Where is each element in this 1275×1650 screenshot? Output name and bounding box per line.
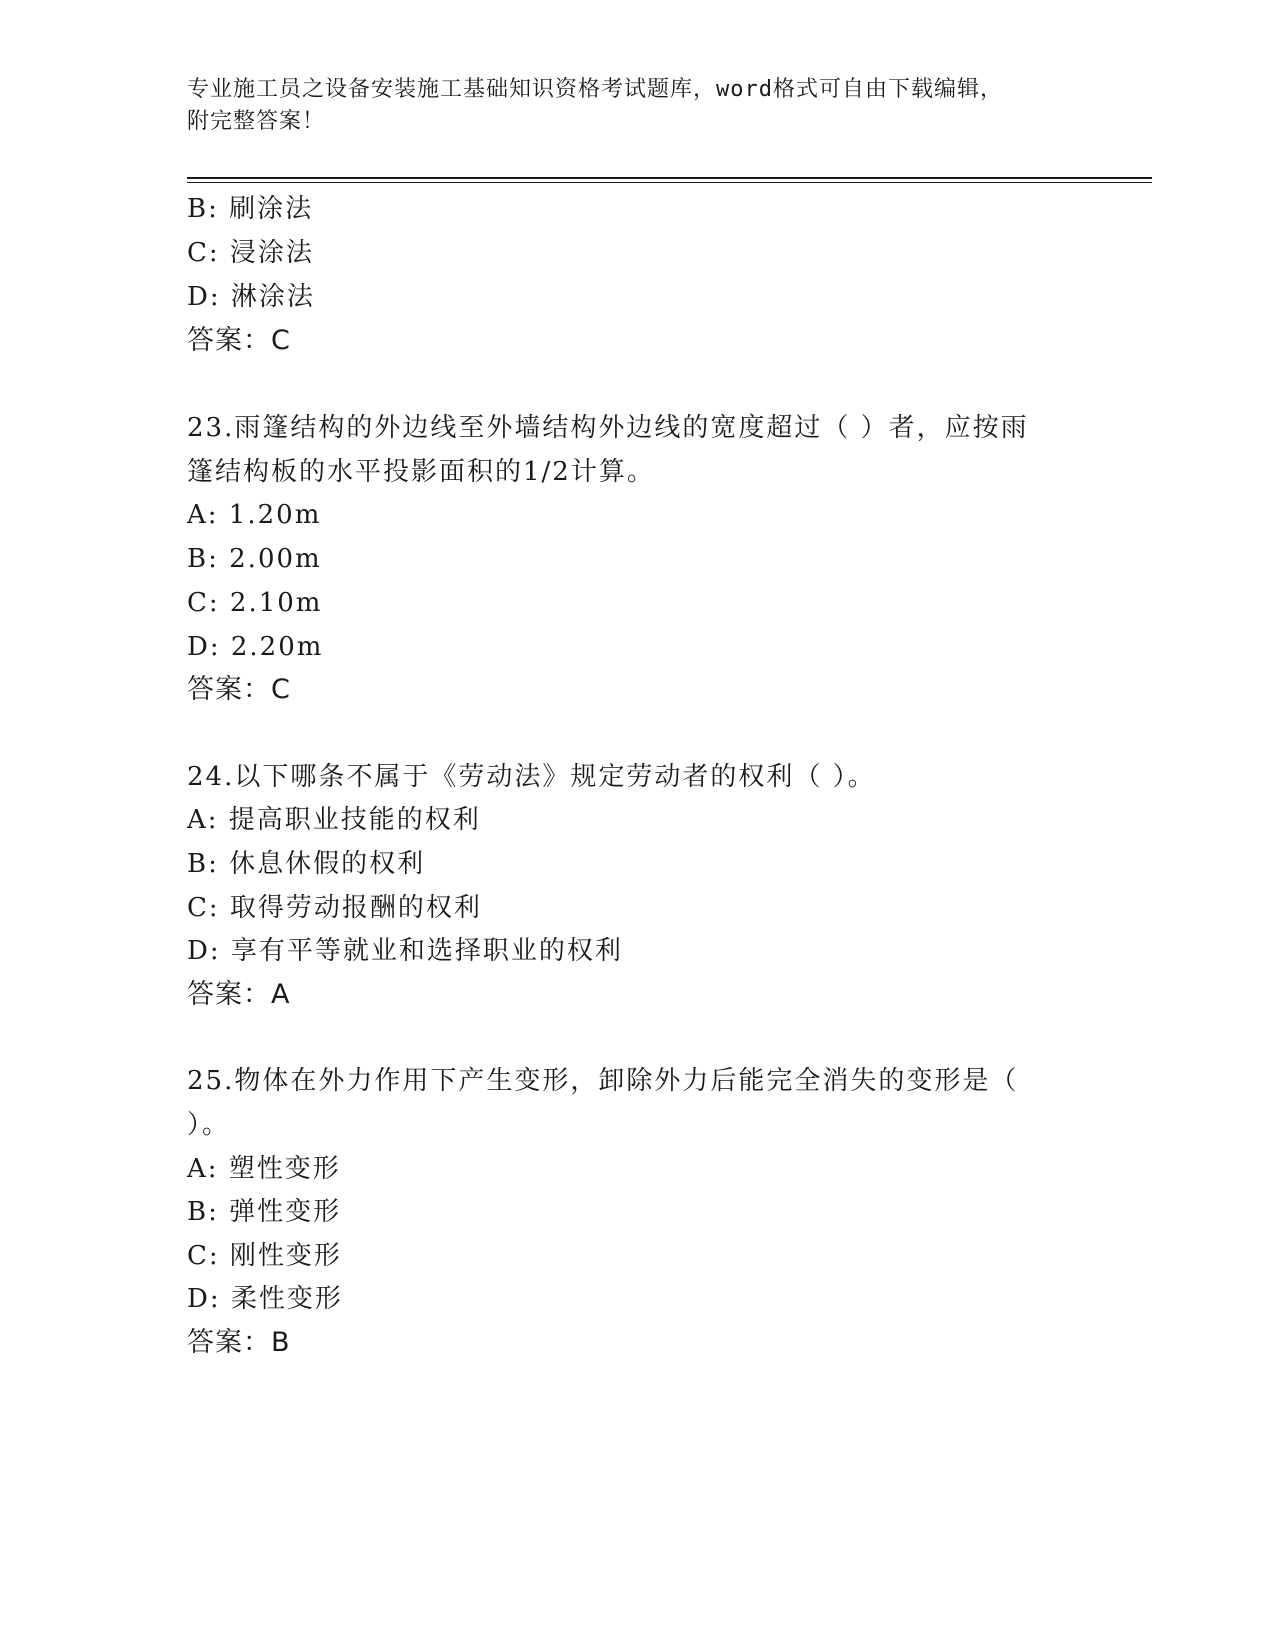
q25-option-d: D: 柔性变形 [187, 1284, 343, 1314]
prev-option-d: D: 淋涂法 [187, 282, 315, 312]
q23-option-b: B: 2.00m [187, 544, 322, 574]
q25-stem-line-1: 25.物体在外力作用下产生变形，卸除外力后能完全消失的变形是（ [187, 1066, 1019, 1096]
q25-option-a: A: 塑性变形 [187, 1154, 341, 1184]
q25-option-b: B: 弹性变形 [187, 1197, 342, 1227]
document-header [187, 74, 1067, 138]
q24-stem-line-1: 24.以下哪条不属于《劳动法》规定劳动者的权利（ ）。 [187, 762, 876, 792]
q24-option-c: C: 取得劳动报酬的权利 [187, 893, 482, 923]
prev-answer: 答案：C [187, 325, 291, 356]
q24-option-d: D: 享有平等就业和选择职业的权利 [187, 936, 623, 966]
header-line-1: 专业施工员之设备安装施工基础知识资格考试题库，word格式可自由下载编辑， [187, 77, 1003, 102]
header-rule-thick [187, 177, 1152, 179]
q24-option-b: B: 休息休假的权利 [187, 849, 426, 879]
q23-option-d: D: 2.20m [187, 632, 324, 662]
q24-answer: 答案：A [187, 979, 291, 1010]
prev-option-c: C: 浸涂法 [187, 238, 314, 268]
q25-option-c: C: 刚性变形 [187, 1241, 342, 1271]
q23-option-a: A: 1.20m [187, 500, 322, 530]
q25-stem-line-2: ）。 [187, 1110, 231, 1140]
q23-stem-line-1: 23.雨篷结构的外边线至外墙结构外边线的宽度超过（ ）者，应按雨 [187, 413, 1029, 443]
prev-option-b: B: 刷涂法 [187, 194, 314, 224]
q23-answer: 答案：C [187, 674, 291, 705]
q25-answer: 答案：B [187, 1327, 291, 1358]
q23-stem-line-2: 篷结构板的水平投影面积的1/2计算。 [187, 457, 655, 487]
q24-option-a: A: 提高职业技能的权利 [187, 805, 481, 835]
header-line-2: 附完整答案！ [187, 109, 326, 134]
header-rule-thin [187, 182, 1152, 183]
q23-option-c: C: 2.10m [187, 588, 323, 618]
